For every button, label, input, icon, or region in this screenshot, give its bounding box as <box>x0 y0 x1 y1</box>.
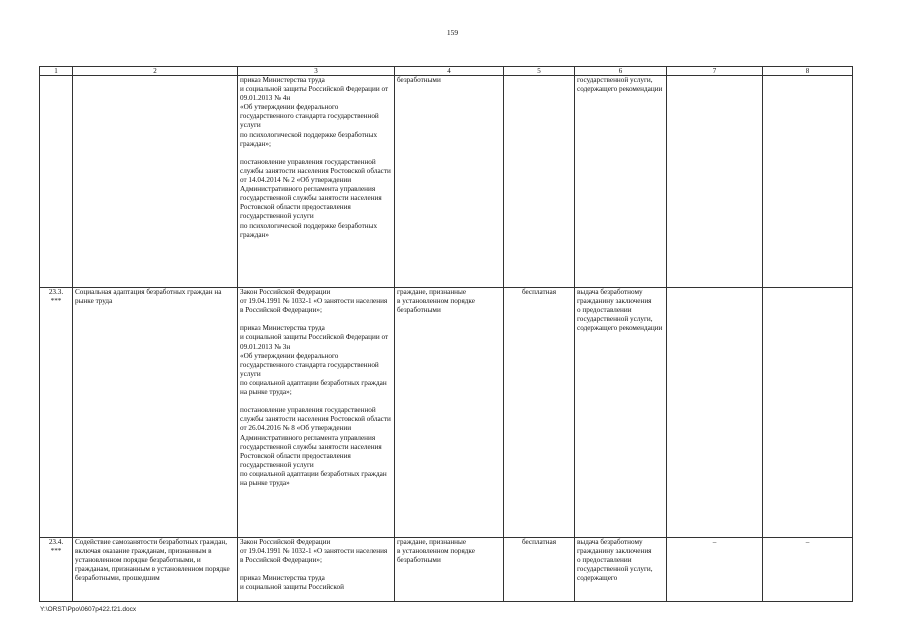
column-header: 8 <box>763 67 853 76</box>
page-number: 159 <box>446 28 459 37</box>
table-row <box>40 538 853 602</box>
row-number-cell <box>40 76 73 288</box>
column-8-cell <box>763 288 853 538</box>
column-7-cell <box>667 76 763 288</box>
column-8-cell <box>763 76 853 288</box>
file-path-footer: Y:\ORST\Ppo\0607p422.f21.docx <box>40 606 137 613</box>
services-table <box>39 66 853 602</box>
result-cell: выдача безработному гражданину заключения о предоставлении государственной услуги, содержащего <box>575 538 667 602</box>
recipients-cell: безработными <box>395 76 504 288</box>
column-header: 3 <box>238 67 395 76</box>
column-header: 2 <box>73 67 238 76</box>
cost-cell: бесплатная <box>504 288 575 538</box>
column-header: 6 <box>575 67 667 76</box>
recipients-cell: граждане, признанные в установленном порядке безработными <box>395 288 504 538</box>
result-cell: государственной услуги, содержащего рекомендации <box>575 76 667 288</box>
result-cell: выдача безработному гражданину заключения о предоставлении государственной услуги, содержащего рекомендации <box>575 288 667 538</box>
service-name-cell: Социальная адаптация безработных граждан на рынке труда <box>73 288 238 538</box>
column-header: 5 <box>504 67 575 76</box>
table-header-row <box>40 67 853 76</box>
column-7-cell <box>667 288 763 538</box>
column-header: 1 <box>40 67 73 76</box>
recipients-cell: граждане, признанные в установленном порядке безработными <box>395 538 504 602</box>
cost-cell: бесплатная <box>504 538 575 602</box>
service-name-cell <box>73 76 238 288</box>
table-row <box>40 288 853 538</box>
column-header: 4 <box>395 67 504 76</box>
column-7-cell: – <box>667 538 763 602</box>
legal-basis-cell: Закон Российской Федерации от 19.04.1991 № 1032-1 «О занятости населения в Российской Федерации»; приказ Министерства труда и социальной защиты Российской <box>238 538 395 602</box>
column-8-cell: – <box>763 538 853 602</box>
row-number-cell: 23.4. *** <box>40 538 73 602</box>
cost-cell <box>504 76 575 288</box>
legal-basis-cell: Закон Российской Федерации от 19.04.1991 № 1032-1 «О занятости населения в Российской Федерации»; приказ Министерства труда и социальной защиты Российской Федерации от 09.01.2013 № 3н «Об утверждении федерального государственного стандарта государственной услуги по социальной адаптации безработных граждан на рынке труда»; постановление управления государственной службы занятости населения Ростовской области от 26.04.2016 № 8 «Об утверждении Административного регламента управления государственной службы занятости населения Ростовской области предоставления государственной услуги по социальной адаптации безработных граждан на рынке труда» <box>238 288 395 538</box>
legal-basis-cell: приказ Министерства труда и социальной защиты Российской Федерации от 09.01.2013 № 4н «Об утверждении федерального государственного стандарта государственной услуги по психологической поддержке безработных граждан»; постановление управления государственной службы занятости населения Ростовской области от 14.04.2014 № 2 «Об утверждении Административного регламента управления государственной службы занятости населения Ростовской области предоставления государственной услуги по психологической поддержке безработных граждан» <box>238 76 395 288</box>
table-row <box>40 76 853 288</box>
row-number-cell: 23.3. *** <box>40 288 73 538</box>
column-header: 7 <box>667 67 763 76</box>
service-name-cell: Содействие самозанятости безработных граждан, включая оказание гражданам, признанным в установленном порядке безработными, и гражданам, признанным в установленном порядке безработными, прошедшим <box>73 538 238 602</box>
